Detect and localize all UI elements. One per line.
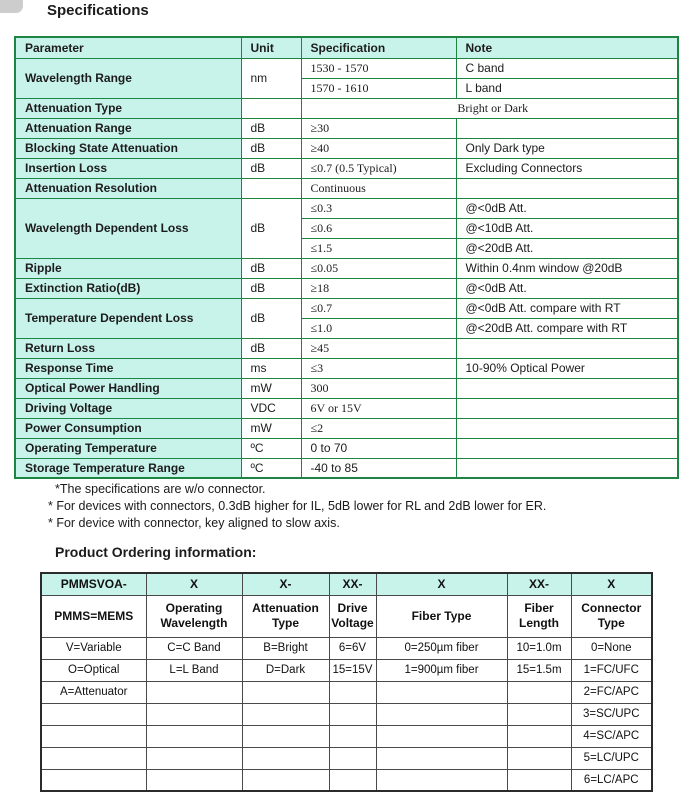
ordering-cell (41, 703, 146, 725)
spec-header-note: Note (456, 37, 678, 58)
ordering-cell (146, 703, 242, 725)
spec-cell-note: C band (456, 58, 678, 78)
ordering-cell (242, 769, 329, 791)
spec-cell-note: @<0dB Att. (456, 198, 678, 218)
ordering-cell (242, 747, 329, 769)
ordering-cell: C=C Band (146, 637, 242, 659)
spec-cell-spec_sans: 0 to 70 (301, 438, 456, 458)
ordering-cell (146, 769, 242, 791)
ordering-cell: X- (242, 573, 329, 595)
ordering-cell (41, 747, 146, 769)
ordering-cell: X (146, 573, 242, 595)
spec-cell-param: Attenuation Range (15, 118, 241, 138)
spec-cell-spec: 1570 - 1610 (301, 78, 456, 98)
ordering-cell (41, 725, 146, 747)
ordering-cell: XX- (507, 573, 571, 595)
ordering-row-body (41, 637, 652, 659)
ordering-cell (146, 681, 242, 703)
spec-cell-param: Power Consumption (15, 418, 241, 438)
ordering-cell: 0=None (571, 637, 652, 659)
ordering-row-sub (41, 595, 652, 637)
spec-cell-spec: 1530 - 1570 (301, 58, 456, 78)
spec-cell-note (456, 418, 678, 438)
ordering-cell: Drive Voltage (329, 595, 376, 637)
spec-cell-note: @<20dB Att. (456, 238, 678, 258)
spec-cell-param: Wavelength Dependent Loss (15, 198, 241, 258)
ordering-cell: XX- (329, 573, 376, 595)
spec-row (15, 458, 678, 478)
spec-cell-unit: dB (241, 158, 301, 178)
specifications-heading: Specifications (47, 2, 149, 19)
spec-cell-note (456, 178, 678, 198)
ordering-row-body (41, 703, 652, 725)
spec-cell-spec: Continuous (301, 178, 456, 198)
ordering-row-body (41, 659, 652, 681)
spec-header-parameter: Parameter (15, 37, 241, 58)
spec-row (15, 418, 678, 438)
ordering-cell (507, 769, 571, 791)
ordering-cell: B=Bright (242, 637, 329, 659)
ordering-cell (329, 725, 376, 747)
ordering-row-body (41, 769, 652, 791)
spec-cell-unit: nm (241, 58, 301, 98)
ordering-row-body (41, 725, 652, 747)
spec-cell-param: Insertion Loss (15, 158, 241, 178)
spec-row (15, 138, 678, 158)
spec-cell-spec: ≤0.05 (301, 258, 456, 278)
footnote-line: * For device with connector, key aligned to slow axis. (48, 516, 340, 530)
spec-row (15, 358, 678, 378)
ordering-cell (507, 725, 571, 747)
spec-cell-note (456, 458, 678, 478)
spec-cell-note: L band (456, 78, 678, 98)
spec-cell-note: @<10dB Att. (456, 218, 678, 238)
ordering-table (40, 572, 653, 792)
spec-cell-spec: ≤0.7 (301, 298, 456, 318)
ordering-heading: Product Ordering information: (55, 544, 257, 560)
spec-cell-note: 10-90% Optical Power (456, 358, 678, 378)
spec-cell-param: Wavelength Range (15, 58, 241, 98)
spec-row (15, 178, 678, 198)
ordering-cell: 2=FC/APC (571, 681, 652, 703)
ordering-cell (329, 681, 376, 703)
spec-cell-unit: ºC (241, 438, 301, 458)
ordering-cell: Fiber Length (507, 595, 571, 637)
ordering-cell: 1=FC/UFC (571, 659, 652, 681)
ordering-cell: Connector Type (571, 595, 652, 637)
ordering-cell (507, 681, 571, 703)
ordering-cell (376, 769, 507, 791)
spec-cell-param: Return Loss (15, 338, 241, 358)
ordering-cell: Operating Wavelength (146, 595, 242, 637)
ordering-row-body (41, 681, 652, 703)
spec-cell-unit: dB (241, 118, 301, 138)
ordering-cell: X (571, 573, 652, 595)
ordering-cell: V=Variable (41, 637, 146, 659)
spec-cell-note (456, 118, 678, 138)
spec-cell-param: Optical Power Handling (15, 378, 241, 398)
spec-row (15, 378, 678, 398)
spec-cell-unit: ms (241, 358, 301, 378)
spec-row (15, 258, 678, 278)
ordering-cell (507, 703, 571, 725)
ordering-cell (329, 747, 376, 769)
spec-cell-spec: ≤1.5 (301, 238, 456, 258)
spec-row (15, 98, 678, 118)
ordering-cell: 3=SC/UPC (571, 703, 652, 725)
spec-cell-note: @<0dB Att. (456, 278, 678, 298)
spec-cell-param: Temperature Dependent Loss (15, 298, 241, 338)
ordering-cell (376, 703, 507, 725)
spec-cell-spec: ≤0.7 (0.5 Typical) (301, 158, 456, 178)
spec-cell-note (456, 378, 678, 398)
ordering-cell (41, 769, 146, 791)
ordering-cell: D=Dark (242, 659, 329, 681)
spec-header-unit: Unit (241, 37, 301, 58)
ordering-cell: PMMSVOA- (41, 573, 146, 595)
ordering-cell (376, 681, 507, 703)
ordering-cell (376, 725, 507, 747)
spec-cell-note (456, 338, 678, 358)
spec-cell-param: Attenuation Type (15, 98, 241, 118)
ordering-cell: Attenuation Type (242, 595, 329, 637)
ordering-cell: A=Attenuator (41, 681, 146, 703)
spec-cell-spec: ≤1.0 (301, 318, 456, 338)
spec-cell-unit: dB (241, 278, 301, 298)
ordering-row-body (41, 747, 652, 769)
ordering-cell: 4=SC/APC (571, 725, 652, 747)
spec-cell-spec: ≤2 (301, 418, 456, 438)
ordering-cell: L=L Band (146, 659, 242, 681)
ordering-cell (242, 725, 329, 747)
ordering-table-body (41, 573, 652, 791)
spec-cell-note (456, 438, 678, 458)
spec-cell-param: Attenuation Resolution (15, 178, 241, 198)
spec-cell-spec: ≥18 (301, 278, 456, 298)
ordering-cell: X (376, 573, 507, 595)
specifications-table-body (15, 37, 678, 478)
ordering-cell (146, 747, 242, 769)
spec-cell-param: Driving Voltage (15, 398, 241, 418)
spec-cell-param: Operating Temperature (15, 438, 241, 458)
spec-cell-note: Only Dark type (456, 138, 678, 158)
spec-cell-unit: dB (241, 198, 301, 258)
spec-cell-note: @<0dB Att. compare with RT (456, 298, 678, 318)
spec-row (15, 118, 678, 138)
spec-cell-unit: dB (241, 258, 301, 278)
spec-cell-unit: mW (241, 418, 301, 438)
spec-cell-spec: ≥30 (301, 118, 456, 138)
spec-cell-note: @<20dB Att. compare with RT (456, 318, 678, 338)
spec-cell-unit: ºC (241, 458, 301, 478)
spec-cell-spec: ≤3 (301, 358, 456, 378)
spec-cell-param: Ripple (15, 258, 241, 278)
spec-cell-spec: ≤0.3 (301, 198, 456, 218)
specifications-table (14, 36, 679, 479)
spec-row (15, 338, 678, 358)
spec-cell-spec_sans: -40 to 85 (301, 458, 456, 478)
ordering-cell (242, 703, 329, 725)
spec-cell-param: Extinction Ratio(dB) (15, 278, 241, 298)
spec-row (15, 158, 678, 178)
ordering-cell: O=Optical (41, 659, 146, 681)
spec-cell-note: Within 0.4nm window @20dB (456, 258, 678, 278)
ordering-cell: 5=LC/UPC (571, 747, 652, 769)
corner-image-fragment (0, 0, 23, 13)
ordering-cell: 0=250µm fiber (376, 637, 507, 659)
spec-cell-unit: VDC (241, 398, 301, 418)
ordering-cell (329, 769, 376, 791)
spec-cell-spec: 300 (301, 378, 456, 398)
ordering-cell: PMMS=MEMS (41, 595, 146, 637)
ordering-cell (146, 725, 242, 747)
ordering-cell (507, 747, 571, 769)
ordering-cell (376, 747, 507, 769)
ordering-cell: 6=6V (329, 637, 376, 659)
spec-row (15, 58, 678, 78)
ordering-cell: 15=15V (329, 659, 376, 681)
spec-row (15, 198, 678, 218)
ordering-cell: Fiber Type (376, 595, 507, 637)
spec-cell-spec: ≥40 (301, 138, 456, 158)
spec-row (15, 438, 678, 458)
spec-cell-param: Response Time (15, 358, 241, 378)
spec-header-specification: Specification (301, 37, 456, 58)
ordering-cell (242, 681, 329, 703)
footnotes (48, 481, 546, 532)
spec-row (15, 278, 678, 298)
spec-cell-unit (241, 98, 301, 118)
ordering-cell: 6=LC/APC (571, 769, 652, 791)
ordering-row-head (41, 573, 652, 595)
spec-cell-spec: ≥45 (301, 338, 456, 358)
spec-cell-unit: dB (241, 138, 301, 158)
spec-row (15, 398, 678, 418)
spec-cell-note (456, 398, 678, 418)
ordering-cell: 1=900µm fiber (376, 659, 507, 681)
footnote-line: *The specifications are w/o connector. (55, 482, 266, 496)
spec-cell-note: Excluding Connectors (456, 158, 678, 178)
ordering-cell (329, 703, 376, 725)
spec-cell-unit (241, 178, 301, 198)
spec-cell-param: Blocking State Attenuation (15, 138, 241, 158)
spec-row (15, 298, 678, 318)
spec-cell-param: Storage Temperature Range (15, 458, 241, 478)
footnote-line: * For devices with connectors, 0.3dB higher for IL, 5dB lower for RL and 2dB lower for ER. (48, 499, 547, 513)
spec-cell-spec: 6V or 15V (301, 398, 456, 418)
ordering-cell: 15=1.5m (507, 659, 571, 681)
spec-cell-unit: mW (241, 378, 301, 398)
ordering-cell: 10=1.0m (507, 637, 571, 659)
spec-cell-unit: dB (241, 298, 301, 338)
spec-cell-spec: ≤0.6 (301, 218, 456, 238)
spec-cell-unit: dB (241, 338, 301, 358)
spec-cell-spec_merged: Bright or Dark (301, 98, 678, 118)
